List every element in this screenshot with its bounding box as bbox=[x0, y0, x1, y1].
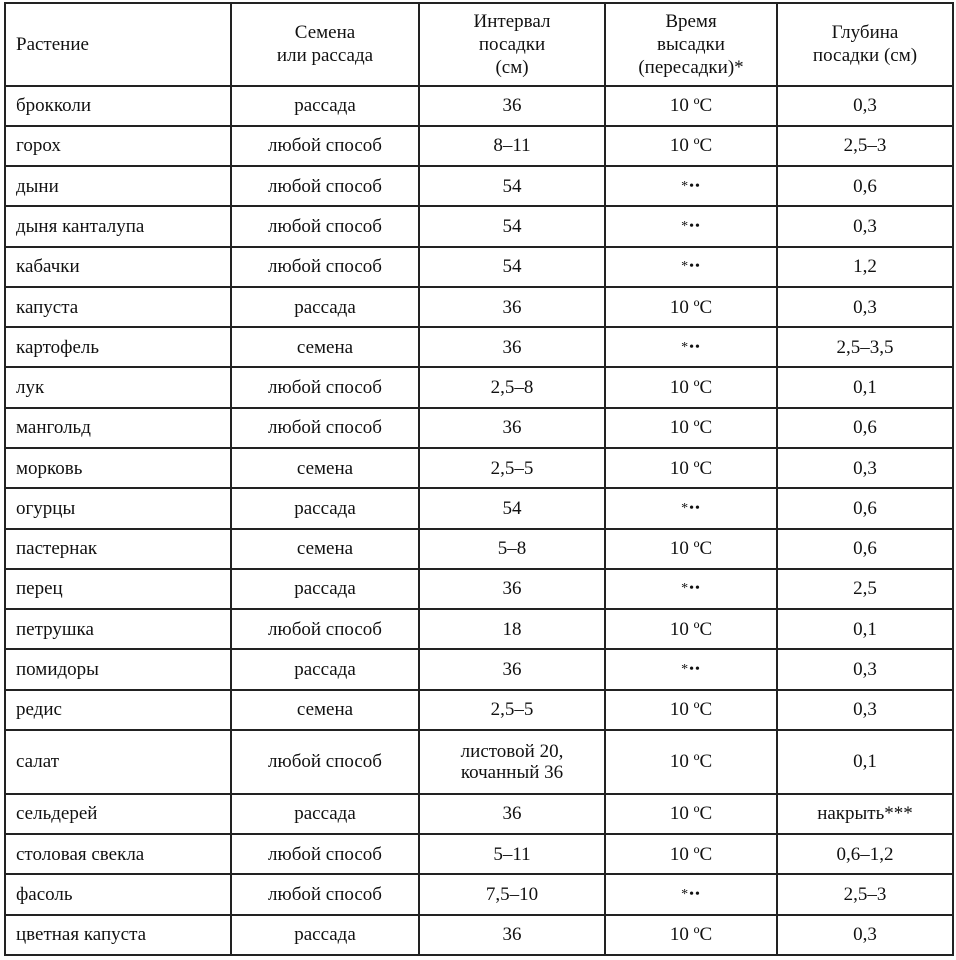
cell-depth: накрыть*** bbox=[777, 794, 953, 834]
cell-interval: 36 bbox=[419, 287, 605, 327]
cell-interval: 54 bbox=[419, 247, 605, 287]
cell-method: любой способ bbox=[231, 247, 419, 287]
cell-time: 10 ºС bbox=[605, 609, 777, 649]
cell-method: любой способ bbox=[231, 166, 419, 206]
cell-interval: 2,5–8 bbox=[419, 367, 605, 407]
cell-plant: лук bbox=[5, 367, 231, 407]
cell-method: любой способ bbox=[231, 609, 419, 649]
cell-time: 10 ºС bbox=[605, 86, 777, 126]
cell-plant: картофель bbox=[5, 327, 231, 367]
cell-depth: 0,6 bbox=[777, 408, 953, 448]
cell-plant: помидоры bbox=[5, 649, 231, 689]
cell-interval: 8–11 bbox=[419, 126, 605, 166]
cell-interval: 36 bbox=[419, 569, 605, 609]
table-row bbox=[5, 86, 953, 126]
cell-interval: 36 bbox=[419, 327, 605, 367]
cell-interval: 36 bbox=[419, 649, 605, 689]
cell-depth: 0,3 bbox=[777, 206, 953, 246]
cell-time: 10 ºС bbox=[605, 915, 777, 955]
cell-time: *•• bbox=[605, 649, 777, 689]
cell-interval: 54 bbox=[419, 166, 605, 206]
cell-plant: столовая свекла bbox=[5, 834, 231, 874]
cell-depth: 0,3 bbox=[777, 649, 953, 689]
cell-depth: 2,5 bbox=[777, 569, 953, 609]
table-row bbox=[5, 529, 953, 569]
cell-interval: листовой 20, кочанный 36 bbox=[419, 730, 605, 794]
cell-depth: 0,1 bbox=[777, 367, 953, 407]
cell-time: 10 ºС bbox=[605, 448, 777, 488]
cell-plant: петрушка bbox=[5, 609, 231, 649]
planting-table bbox=[4, 2, 954, 956]
cell-method: рассада bbox=[231, 287, 419, 327]
cell-method: рассада bbox=[231, 86, 419, 126]
table-row bbox=[5, 915, 953, 955]
cell-interval: 36 bbox=[419, 915, 605, 955]
cell-plant: горох bbox=[5, 126, 231, 166]
cell-depth: 0,3 bbox=[777, 287, 953, 327]
cell-time: 10 ºС bbox=[605, 794, 777, 834]
table-row bbox=[5, 408, 953, 448]
cell-interval: 5–11 bbox=[419, 834, 605, 874]
table-row bbox=[5, 690, 953, 730]
cell-plant: дыня канталупа bbox=[5, 206, 231, 246]
table-row bbox=[5, 367, 953, 407]
header-planting-time: Время высадки (пересадки)* bbox=[605, 3, 777, 86]
cell-method: рассада bbox=[231, 488, 419, 528]
header-plant: Растение bbox=[5, 3, 231, 86]
table-row bbox=[5, 834, 953, 874]
cell-depth: 1,2 bbox=[777, 247, 953, 287]
table-row bbox=[5, 206, 953, 246]
cell-depth: 0,6 bbox=[777, 166, 953, 206]
cell-depth: 0,6 bbox=[777, 529, 953, 569]
cell-time: *•• bbox=[605, 247, 777, 287]
cell-time: 10 ºС bbox=[605, 730, 777, 794]
cell-plant: цветная капуста bbox=[5, 915, 231, 955]
cell-method: любой способ bbox=[231, 874, 419, 914]
cell-depth: 0,6 bbox=[777, 488, 953, 528]
cell-interval: 36 bbox=[419, 408, 605, 448]
cell-interval: 2,5–5 bbox=[419, 448, 605, 488]
cell-method: рассада bbox=[231, 794, 419, 834]
cell-plant: салат bbox=[5, 730, 231, 794]
cell-method: любой способ bbox=[231, 126, 419, 166]
table-row bbox=[5, 126, 953, 166]
cell-plant: перец bbox=[5, 569, 231, 609]
cell-plant: мангольд bbox=[5, 408, 231, 448]
cell-interval: 54 bbox=[419, 206, 605, 246]
cell-method: рассада bbox=[231, 569, 419, 609]
cell-interval: 18 bbox=[419, 609, 605, 649]
cell-depth: 0,3 bbox=[777, 86, 953, 126]
cell-interval: 36 bbox=[419, 794, 605, 834]
cell-time: 10 ºС bbox=[605, 287, 777, 327]
cell-time: *•• bbox=[605, 206, 777, 246]
cell-time: 10 ºС bbox=[605, 367, 777, 407]
cell-method: семена bbox=[231, 529, 419, 569]
cell-interval: 2,5–5 bbox=[419, 690, 605, 730]
cell-method: любой способ bbox=[231, 367, 419, 407]
cell-plant: огурцы bbox=[5, 488, 231, 528]
cell-interval: 5–8 bbox=[419, 529, 605, 569]
table-row bbox=[5, 287, 953, 327]
cell-depth: 0,3 bbox=[777, 690, 953, 730]
table-row bbox=[5, 247, 953, 287]
cell-depth: 0,1 bbox=[777, 609, 953, 649]
cell-plant: редис bbox=[5, 690, 231, 730]
table-row bbox=[5, 794, 953, 834]
table-header-row bbox=[5, 3, 953, 86]
cell-plant: сельдерей bbox=[5, 794, 231, 834]
cell-time: *•• bbox=[605, 166, 777, 206]
cell-time: *•• bbox=[605, 569, 777, 609]
cell-method: рассада bbox=[231, 649, 419, 689]
cell-method: любой способ bbox=[231, 206, 419, 246]
cell-time: *•• bbox=[605, 874, 777, 914]
cell-interval: 36 bbox=[419, 86, 605, 126]
table-row bbox=[5, 166, 953, 206]
cell-method: семена bbox=[231, 690, 419, 730]
cell-plant: брокколи bbox=[5, 86, 231, 126]
header-planting-interval: Интервал посадки (см) bbox=[419, 3, 605, 86]
cell-time: *•• bbox=[605, 488, 777, 528]
cell-plant: морковь bbox=[5, 448, 231, 488]
cell-depth: 0,1 bbox=[777, 730, 953, 794]
header-planting-depth: Глубина посадки (см) bbox=[777, 3, 953, 86]
table-row bbox=[5, 730, 953, 794]
table-row bbox=[5, 327, 953, 367]
cell-depth: 2,5–3 bbox=[777, 874, 953, 914]
table-row bbox=[5, 488, 953, 528]
cell-time: 10 ºС bbox=[605, 529, 777, 569]
table-row bbox=[5, 649, 953, 689]
cell-method: любой способ bbox=[231, 834, 419, 874]
cell-depth: 0,3 bbox=[777, 448, 953, 488]
table-row bbox=[5, 569, 953, 609]
table-row bbox=[5, 609, 953, 649]
cell-interval: 7,5–10 bbox=[419, 874, 605, 914]
table-row bbox=[5, 448, 953, 488]
cell-interval: 54 bbox=[419, 488, 605, 528]
cell-method: семена bbox=[231, 327, 419, 367]
cell-time: 10 ºС bbox=[605, 834, 777, 874]
cell-plant: капуста bbox=[5, 287, 231, 327]
cell-depth: 2,5–3,5 bbox=[777, 327, 953, 367]
table-row bbox=[5, 874, 953, 914]
cell-time: *•• bbox=[605, 327, 777, 367]
cell-plant: фасоль bbox=[5, 874, 231, 914]
cell-plant: пастернак bbox=[5, 529, 231, 569]
cell-method: рассада bbox=[231, 915, 419, 955]
cell-depth: 0,3 bbox=[777, 915, 953, 955]
cell-depth: 0,6–1,2 bbox=[777, 834, 953, 874]
cell-depth: 2,5–3 bbox=[777, 126, 953, 166]
cell-method: семена bbox=[231, 448, 419, 488]
cell-plant: дыни bbox=[5, 166, 231, 206]
cell-time: 10 ºС bbox=[605, 690, 777, 730]
cell-plant: кабачки bbox=[5, 247, 231, 287]
cell-time: 10 ºС bbox=[605, 126, 777, 166]
cell-time: 10 ºС bbox=[605, 408, 777, 448]
cell-method: любой способ bbox=[231, 730, 419, 794]
header-seeds-or-seedlings: Семена или рассада bbox=[231, 3, 419, 86]
cell-method: любой способ bbox=[231, 408, 419, 448]
